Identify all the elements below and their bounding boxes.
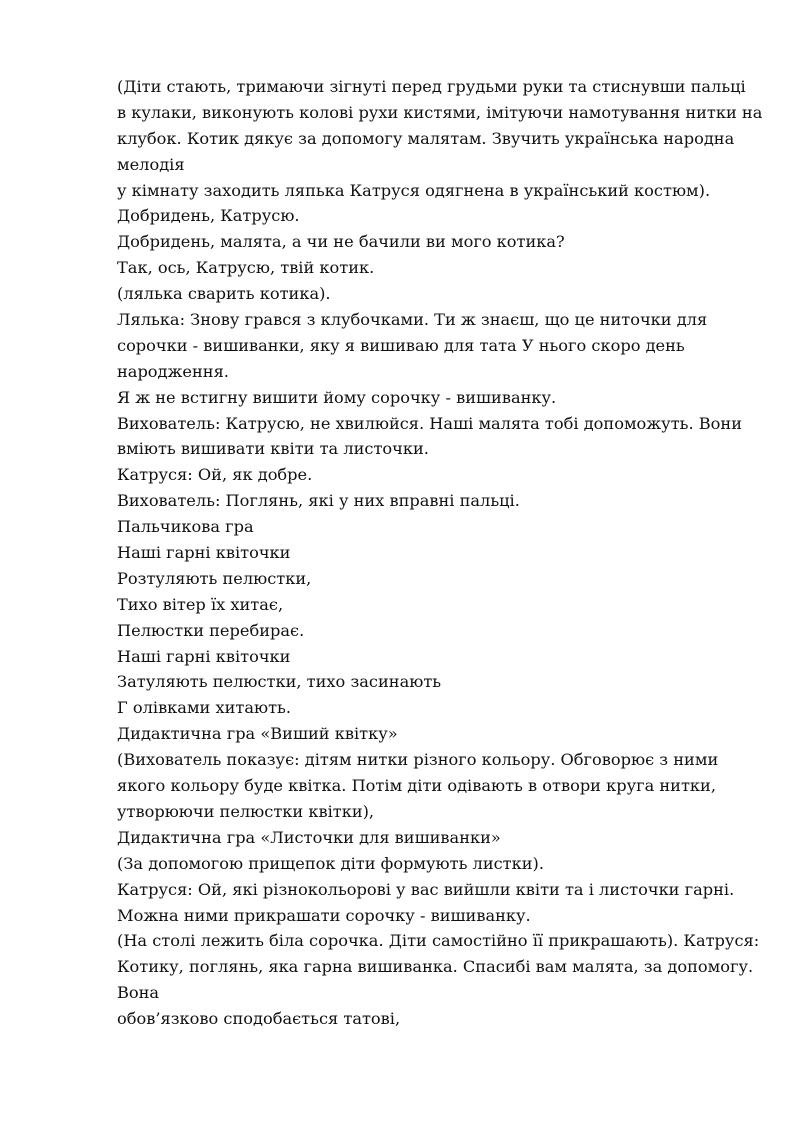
text-line: Можна ними прикрашати сорочку - вишиванку. — [117, 905, 531, 925]
text-line: клубок. Котик дякує за допомогу малятам. Звучить українська народна — [117, 128, 735, 148]
text-line: Вихователь: Поглянь, які у них вправні пальці. — [117, 491, 520, 511]
text-line: Вона — [117, 983, 160, 1003]
text-line: Пальчикова гра — [117, 517, 254, 537]
text-line: Дидактична гра «Виший квітку» — [117, 724, 398, 744]
text-line: (За допомогою прищепок діти формують листки). — [117, 853, 545, 873]
text-line: сорочки - вишиванки, яку я вишиваю для тата У нього скоро день — [117, 335, 685, 355]
text-line: (Діти стають, тримаючи зігнуті перед грудьми руки та стиснувши пальці — [117, 77, 746, 96]
text-line: Тихо вітер їх хитає, — [117, 594, 284, 614]
text-line: Розтуляють пелюстки, — [117, 568, 312, 588]
text-line: Дидактична гра «Листочки для вишиванки» — [117, 827, 501, 847]
text-line: у кімнату заходить ляпька Катруся одягнена в український костюм). — [117, 180, 711, 200]
text-line: (лялька сварить котика). — [117, 284, 331, 304]
text-line: Так, ось, Катрусю, твій котик. — [117, 258, 375, 278]
text-line: Добридень, малята, а чи не бачили ви мого котика? — [117, 232, 565, 252]
text-line: Котику, поглянь, яка гарна вишиванка. Спасибі вам малята, за допомогу. — [117, 957, 754, 977]
text-line: вміють вишивати квіти та листочки. — [117, 439, 429, 459]
text-line: Затуляють пелюстки, тихо засинають — [117, 672, 442, 692]
text-line: Катруся: Ой, як добре. — [117, 465, 313, 485]
text-line: утворюючи пелюстки квітки), — [117, 801, 375, 821]
text-line: народження. — [117, 361, 229, 381]
text-line: (На столі лежить біла сорочка. Діти самостійно її прикрашають). Катруся: — [117, 931, 760, 951]
text-line: Наші гарні квіточки — [117, 543, 291, 563]
text-line: Вихователь: Катрусю, не хвилюйся. Наші малята тобі допоможуть. Вони — [117, 413, 742, 433]
text-line: Я ж не встигну вишити йому сорочку - вишиванку. — [117, 387, 557, 407]
text-line: Г олівками хитають. — [117, 698, 292, 718]
text-line: Пелюстки перебирає. — [117, 620, 305, 640]
text-line: (Вихователь показує: дітям нитки різного кольору. Обговорює з ними — [117, 750, 719, 770]
text-line: обов’язково сподобається татові, — [117, 1009, 401, 1029]
text-line: Добридень, Катрусю. — [117, 206, 300, 226]
text-line: Лялька: Знову грався з клубочками. Ти ж знаєш, що це ниточки для — [117, 310, 708, 330]
text-line: в кулаки, виконують колові рухи кистями, імітуючи намотування нитки на — [117, 102, 763, 122]
body-text — [117, 74, 763, 1032]
text-line: якого кольору буде квітка. Потім діти одівають в отвори круга нитки, — [117, 776, 716, 796]
text-line: Катруся: Ой, які різнокольорові у вас вийшли квіти та і листочки гарні. — [117, 879, 735, 899]
text-line: мелодія — [117, 154, 185, 174]
text-line: Наші гарні квіточки — [117, 646, 291, 666]
